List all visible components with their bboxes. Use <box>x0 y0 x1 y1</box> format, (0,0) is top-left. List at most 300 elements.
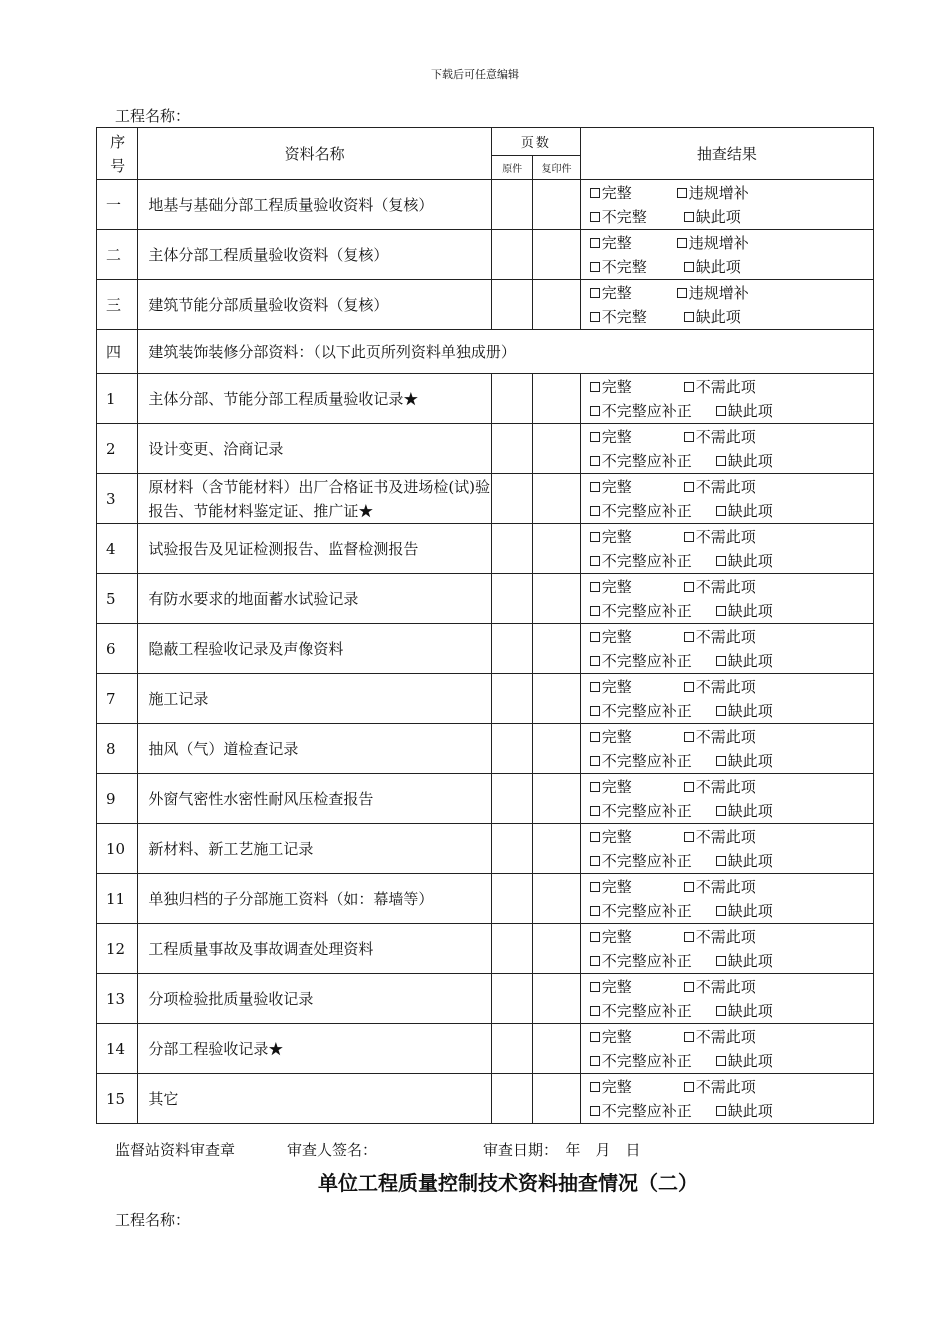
checkbox-icon[interactable] <box>716 606 726 616</box>
checkbox-icon[interactable] <box>716 806 726 816</box>
original-pages-cell[interactable] <box>492 1074 533 1124</box>
checkbox-icon[interactable] <box>716 1006 726 1016</box>
option-missing <box>716 849 808 873</box>
option-not-needed <box>684 525 776 549</box>
checkbox-icon[interactable] <box>590 982 600 992</box>
copy-pages-cell[interactable] <box>533 824 580 874</box>
option-incomplete-supplement <box>590 599 716 623</box>
original-pages-cell[interactable] <box>492 1024 533 1074</box>
option-missing <box>684 305 776 329</box>
col-header-original: 原件 <box>492 156 533 180</box>
option-label: 完整 <box>601 283 632 302</box>
checkbox-icon[interactable] <box>684 312 694 322</box>
table-row <box>97 724 874 774</box>
checkbox-icon[interactable] <box>716 456 726 466</box>
option-complete <box>590 525 684 549</box>
row-number: 4 <box>97 524 138 574</box>
table-row <box>97 374 874 424</box>
footer-signature-line <box>115 1139 641 1160</box>
option-label: 完整 <box>601 727 632 746</box>
original-pages-cell[interactable] <box>492 374 533 424</box>
project-name-label: 工程名称： <box>115 107 191 125</box>
option-label: 不完整应补正 <box>601 501 692 520</box>
checkbox-icon[interactable] <box>590 432 600 442</box>
option-illegal-supplement <box>677 281 769 305</box>
table-row <box>97 180 874 230</box>
checkbox-icon[interactable] <box>684 1032 694 1042</box>
option-label: 不需此项 <box>695 627 756 646</box>
option-label: 缺此项 <box>695 307 741 326</box>
col-header-result: 抽查结果 <box>580 128 873 180</box>
option-label: 完整 <box>601 577 632 596</box>
option-complete <box>590 181 677 205</box>
option-missing <box>716 499 808 523</box>
checkbox-icon[interactable] <box>590 262 600 272</box>
checkbox-icon[interactable] <box>590 288 600 298</box>
reviewer-label: 审查人签名： <box>287 1141 378 1159</box>
row-name: 单独归档的子分部施工资料（如：幕墙等） <box>138 874 492 924</box>
option-incomplete-supplement <box>590 949 716 973</box>
checkbox-icon[interactable] <box>590 506 600 516</box>
copy-pages-cell[interactable] <box>533 574 580 624</box>
checkbox-icon[interactable] <box>684 832 694 842</box>
checkbox-icon[interactable] <box>590 856 600 866</box>
checkbox-icon[interactable] <box>716 656 726 666</box>
checkbox-icon[interactable] <box>590 906 600 916</box>
option-not-needed <box>684 975 776 999</box>
row-number: 14 <box>97 1024 138 1074</box>
result-cell <box>580 474 873 524</box>
checkbox-icon[interactable] <box>590 656 600 666</box>
option-missing <box>716 399 808 423</box>
checkbox-icon[interactable] <box>684 932 694 942</box>
checkbox-icon[interactable] <box>590 238 600 248</box>
checkbox-icon[interactable] <box>716 706 726 716</box>
copy-pages-cell[interactable] <box>533 474 580 524</box>
option-label: 完整 <box>601 777 632 796</box>
option-incomplete <box>590 305 684 329</box>
original-pages-cell[interactable] <box>492 674 533 724</box>
checkbox-icon[interactable] <box>684 212 694 222</box>
row-number: 一 <box>97 180 138 230</box>
option-label: 不完整 <box>601 257 647 276</box>
row-number: 二 <box>97 230 138 280</box>
option-label: 不需此项 <box>695 377 756 396</box>
col-header-name: 资料名称 <box>138 128 492 180</box>
original-pages-cell[interactable] <box>492 280 533 330</box>
checkbox-icon[interactable] <box>684 682 694 692</box>
option-label: 缺此项 <box>727 651 773 670</box>
option-label: 完整 <box>601 977 632 996</box>
option-label: 完整 <box>601 677 632 696</box>
checkbox-icon[interactable] <box>684 982 694 992</box>
option-incomplete-supplement <box>590 699 716 723</box>
option-incomplete-supplement <box>590 849 716 873</box>
checkbox-icon[interactable] <box>590 732 600 742</box>
option-label: 不需此项 <box>695 777 756 796</box>
checkbox-icon[interactable] <box>590 1082 600 1092</box>
row-number: 四 <box>97 330 138 374</box>
copy-pages-cell[interactable] <box>533 424 580 474</box>
checkbox-icon[interactable] <box>684 782 694 792</box>
result-cell <box>580 280 873 330</box>
checkbox-icon[interactable] <box>684 262 694 272</box>
original-pages-cell[interactable] <box>492 524 533 574</box>
checkbox-icon[interactable] <box>590 882 600 892</box>
option-label: 不完整应补正 <box>601 451 692 470</box>
checkbox-icon[interactable] <box>590 706 600 716</box>
checkbox-icon[interactable] <box>684 1082 694 1092</box>
option-label: 完整 <box>601 377 632 396</box>
option-label: 不需此项 <box>695 477 756 496</box>
option-label: 缺此项 <box>727 451 773 470</box>
copy-pages-cell[interactable] <box>533 924 580 974</box>
option-label: 不完整应补正 <box>601 801 692 820</box>
checkbox-icon[interactable] <box>716 856 726 866</box>
original-pages-cell[interactable] <box>492 824 533 874</box>
option-label: 不完整应补正 <box>601 701 692 720</box>
checkbox-icon[interactable] <box>590 212 600 222</box>
option-missing <box>716 1049 808 1073</box>
original-pages-cell[interactable] <box>492 474 533 524</box>
option-missing <box>716 699 808 723</box>
option-not-needed <box>684 925 776 949</box>
option-label: 不需此项 <box>695 427 756 446</box>
option-label: 缺此项 <box>695 257 741 276</box>
table-row <box>97 774 874 824</box>
row-number: 8 <box>97 724 138 774</box>
result-cell <box>580 724 873 774</box>
option-not-needed <box>684 475 776 499</box>
result-cell <box>580 374 873 424</box>
option-label: 不完整应补正 <box>601 1101 692 1120</box>
option-label: 不需此项 <box>695 1027 756 1046</box>
option-incomplete-supplement <box>590 549 716 573</box>
checkbox-icon[interactable] <box>590 1006 600 1016</box>
option-incomplete-supplement <box>590 899 716 923</box>
option-not-needed <box>684 575 776 599</box>
result-cell <box>580 1074 873 1124</box>
original-pages-cell[interactable] <box>492 924 533 974</box>
row-name: 工程质量事故及事故调查处理资料 <box>138 924 492 974</box>
checkbox-icon[interactable] <box>684 432 694 442</box>
checkbox-icon[interactable] <box>590 582 600 592</box>
option-label: 缺此项 <box>727 801 773 820</box>
row-name: 分项检验批质量验收记录 <box>138 974 492 1024</box>
option-label: 缺此项 <box>727 901 773 920</box>
checkbox-icon[interactable] <box>590 532 600 542</box>
option-not-needed <box>684 625 776 649</box>
option-label: 不需此项 <box>695 1077 756 1096</box>
copy-pages-cell[interactable] <box>533 874 580 924</box>
option-incomplete-supplement <box>590 749 716 773</box>
review-table <box>96 127 874 1124</box>
option-incomplete <box>590 205 684 229</box>
checkbox-icon[interactable] <box>684 532 694 542</box>
original-pages-cell[interactable] <box>492 874 533 924</box>
option-label: 不需此项 <box>695 677 756 696</box>
copy-pages-cell[interactable] <box>533 1024 580 1074</box>
row-name: 主体分部、节能分部工程质量验收记录★ <box>138 374 492 424</box>
option-complete <box>590 725 684 749</box>
option-label: 违规增补 <box>688 233 749 252</box>
checkbox-icon[interactable] <box>590 1032 600 1042</box>
option-complete <box>590 925 684 949</box>
row-name: 分部工程验收记录★ <box>138 1024 492 1074</box>
option-incomplete-supplement <box>590 449 716 473</box>
option-missing <box>684 205 776 229</box>
checkbox-icon[interactable] <box>684 882 694 892</box>
option-label: 完整 <box>601 233 632 252</box>
option-label: 完整 <box>601 477 632 496</box>
option-label: 缺此项 <box>695 207 741 226</box>
row-number: 6 <box>97 624 138 674</box>
option-incomplete-supplement <box>590 499 716 523</box>
option-label: 完整 <box>601 427 632 446</box>
row-name: 建筑装饰装修分部资料：（以下此页所列资料单独成册） <box>138 330 874 374</box>
row-name: 建筑节能分部质量验收资料（复核） <box>138 280 492 330</box>
checkbox-icon[interactable] <box>716 1106 726 1116</box>
header-note: 下载后可任意编辑 <box>431 68 519 81</box>
original-pages-cell[interactable] <box>492 230 533 280</box>
option-missing <box>716 549 808 573</box>
option-missing <box>684 255 776 279</box>
checkbox-icon[interactable] <box>716 956 726 966</box>
result-cell <box>580 230 873 280</box>
option-complete <box>590 675 684 699</box>
row-name: 原材料（含节能材料）出厂合格证书及进场检(试)验报告、节能材料鉴定证、推广证★ <box>138 474 492 524</box>
option-not-needed <box>684 675 776 699</box>
original-pages-cell[interactable] <box>492 574 533 624</box>
checkbox-icon[interactable] <box>590 782 600 792</box>
checkbox-icon[interactable] <box>684 632 694 642</box>
option-label: 缺此项 <box>727 601 773 620</box>
option-missing <box>716 1099 808 1123</box>
original-pages-cell[interactable] <box>492 974 533 1024</box>
stamp-label: 监督站资料审查章 <box>115 1141 236 1159</box>
checkbox-icon[interactable] <box>590 188 600 198</box>
copy-pages-cell[interactable] <box>533 774 580 824</box>
checkbox-icon[interactable] <box>590 382 600 392</box>
original-pages-cell[interactable] <box>492 724 533 774</box>
checkbox-icon[interactable] <box>716 1056 726 1066</box>
option-complete <box>590 825 684 849</box>
checkbox-icon[interactable] <box>716 756 726 766</box>
table-row <box>97 1024 874 1074</box>
checkbox-icon[interactable] <box>590 932 600 942</box>
row-number: 7 <box>97 674 138 724</box>
option-label: 不需此项 <box>695 827 756 846</box>
original-pages-cell[interactable] <box>492 424 533 474</box>
row-number: 11 <box>97 874 138 924</box>
option-label: 不完整应补正 <box>601 401 692 420</box>
checkbox-icon[interactable] <box>590 1056 600 1066</box>
copy-pages-cell[interactable] <box>533 724 580 774</box>
option-complete <box>590 575 684 599</box>
copy-pages-cell[interactable] <box>533 1074 580 1124</box>
table-row <box>97 424 874 474</box>
option-label: 不完整应补正 <box>601 851 692 870</box>
table-row <box>97 624 874 674</box>
option-label: 不需此项 <box>695 727 756 746</box>
checkbox-icon[interactable] <box>677 188 687 198</box>
option-not-needed <box>684 375 776 399</box>
option-complete <box>590 231 677 255</box>
checkbox-icon[interactable] <box>684 582 694 592</box>
table-row <box>97 574 874 624</box>
table-row <box>97 824 874 874</box>
result-cell <box>580 974 873 1024</box>
table-row <box>97 230 874 280</box>
option-label: 缺此项 <box>727 851 773 870</box>
row-number: 15 <box>97 1074 138 1124</box>
option-incomplete-supplement <box>590 399 716 423</box>
row-name: 外窗气密性水密性耐风压检查报告 <box>138 774 492 824</box>
option-label: 不完整应补正 <box>601 751 692 770</box>
copy-pages-cell[interactable] <box>533 674 580 724</box>
checkbox-icon[interactable] <box>590 682 600 692</box>
copy-pages-cell[interactable] <box>533 230 580 280</box>
checkbox-icon[interactable] <box>677 288 687 298</box>
table-row <box>97 474 874 524</box>
option-not-needed <box>684 1075 776 1099</box>
section-title: 单位工程质量控制技术资料抽查情况（二） <box>318 1171 698 1195</box>
row-name: 其它 <box>138 1074 492 1124</box>
copy-pages-cell[interactable] <box>533 624 580 674</box>
checkbox-icon[interactable] <box>716 406 726 416</box>
option-complete <box>590 975 684 999</box>
option-not-needed <box>684 825 776 849</box>
option-not-needed <box>684 775 776 799</box>
option-incomplete-supplement <box>590 799 716 823</box>
row-name: 设计变更、洽商记录 <box>138 424 492 474</box>
checkbox-icon[interactable] <box>684 482 694 492</box>
checkbox-icon[interactable] <box>590 606 600 616</box>
row-name: 抽风（气）道检查记录 <box>138 724 492 774</box>
option-complete <box>590 425 684 449</box>
option-label: 完整 <box>601 183 632 202</box>
checkbox-icon[interactable] <box>677 238 687 248</box>
checkbox-icon[interactable] <box>590 482 600 492</box>
checkbox-icon[interactable] <box>716 506 726 516</box>
option-incomplete-supplement <box>590 999 716 1023</box>
copy-pages-cell[interactable] <box>533 180 580 230</box>
option-illegal-supplement <box>677 181 769 205</box>
section-row <box>97 330 874 374</box>
option-label: 完整 <box>601 927 632 946</box>
table-row <box>97 874 874 924</box>
result-cell <box>580 674 873 724</box>
checkbox-icon[interactable] <box>590 632 600 642</box>
option-label: 缺此项 <box>727 1001 773 1020</box>
result-cell <box>580 524 873 574</box>
option-missing <box>716 649 808 673</box>
checkbox-icon[interactable] <box>716 906 726 916</box>
option-complete <box>590 1025 684 1049</box>
option-label: 不完整 <box>601 307 647 326</box>
checkbox-icon[interactable] <box>590 832 600 842</box>
option-missing <box>716 949 808 973</box>
row-name: 试验报告及见证检测报告、监督检测报告 <box>138 524 492 574</box>
copy-pages-cell[interactable] <box>533 974 580 1024</box>
option-label: 不完整应补正 <box>601 951 692 970</box>
option-complete <box>590 281 677 305</box>
option-incomplete-supplement <box>590 649 716 673</box>
col-header-copy: 复印件 <box>533 156 580 180</box>
table-row <box>97 524 874 574</box>
checkbox-icon[interactable] <box>716 556 726 566</box>
review-date-label: 审查日期： 年 月 日 <box>483 1141 641 1159</box>
checkbox-icon[interactable] <box>590 312 600 322</box>
copy-pages-cell[interactable] <box>533 524 580 574</box>
option-label: 不需此项 <box>695 527 756 546</box>
option-label: 不完整 <box>601 207 647 226</box>
option-label: 缺此项 <box>727 401 773 420</box>
original-pages-cell[interactable] <box>492 180 533 230</box>
option-illegal-supplement <box>677 231 769 255</box>
checkbox-icon[interactable] <box>684 382 694 392</box>
option-not-needed <box>684 725 776 749</box>
copy-pages-cell[interactable] <box>533 374 580 424</box>
checkbox-icon[interactable] <box>590 456 600 466</box>
option-label: 完整 <box>601 527 632 546</box>
checkbox-icon[interactable] <box>590 756 600 766</box>
option-label: 不完整应补正 <box>601 651 692 670</box>
option-complete <box>590 775 684 799</box>
result-cell <box>580 874 873 924</box>
option-label: 完整 <box>601 627 632 646</box>
option-label: 缺此项 <box>727 1051 773 1070</box>
project-name-label-2: 工程名称： <box>115 1211 191 1229</box>
checkbox-icon[interactable] <box>590 406 600 416</box>
option-not-needed <box>684 425 776 449</box>
option-label: 缺此项 <box>727 1101 773 1120</box>
checkbox-icon[interactable] <box>590 1106 600 1116</box>
table-row <box>97 924 874 974</box>
option-label: 缺此项 <box>727 751 773 770</box>
option-complete <box>590 475 684 499</box>
checkbox-icon[interactable] <box>684 732 694 742</box>
row-name: 新材料、新工艺施工记录 <box>138 824 492 874</box>
result-cell <box>580 180 873 230</box>
row-number: 3 <box>97 474 138 524</box>
option-not-needed <box>684 875 776 899</box>
option-label: 违规增补 <box>688 183 749 202</box>
option-label: 完整 <box>601 1027 632 1046</box>
option-label: 缺此项 <box>727 951 773 970</box>
option-missing <box>716 749 808 773</box>
result-cell <box>580 424 873 474</box>
option-incomplete-supplement <box>590 1049 716 1073</box>
original-pages-cell[interactable] <box>492 774 533 824</box>
row-number: 1 <box>97 374 138 424</box>
option-missing <box>716 799 808 823</box>
copy-pages-cell[interactable] <box>533 280 580 330</box>
result-cell <box>580 774 873 824</box>
checkbox-icon[interactable] <box>590 806 600 816</box>
option-complete <box>590 875 684 899</box>
checkbox-icon[interactable] <box>590 956 600 966</box>
col-header-pages: 页数 <box>492 128 581 156</box>
option-label: 缺此项 <box>727 701 773 720</box>
checkbox-icon[interactable] <box>590 556 600 566</box>
option-label: 完整 <box>601 827 632 846</box>
option-label: 完整 <box>601 1077 632 1096</box>
option-complete <box>590 1075 684 1099</box>
option-label: 不需此项 <box>695 877 756 896</box>
original-pages-cell[interactable] <box>492 624 533 674</box>
option-missing <box>716 899 808 923</box>
